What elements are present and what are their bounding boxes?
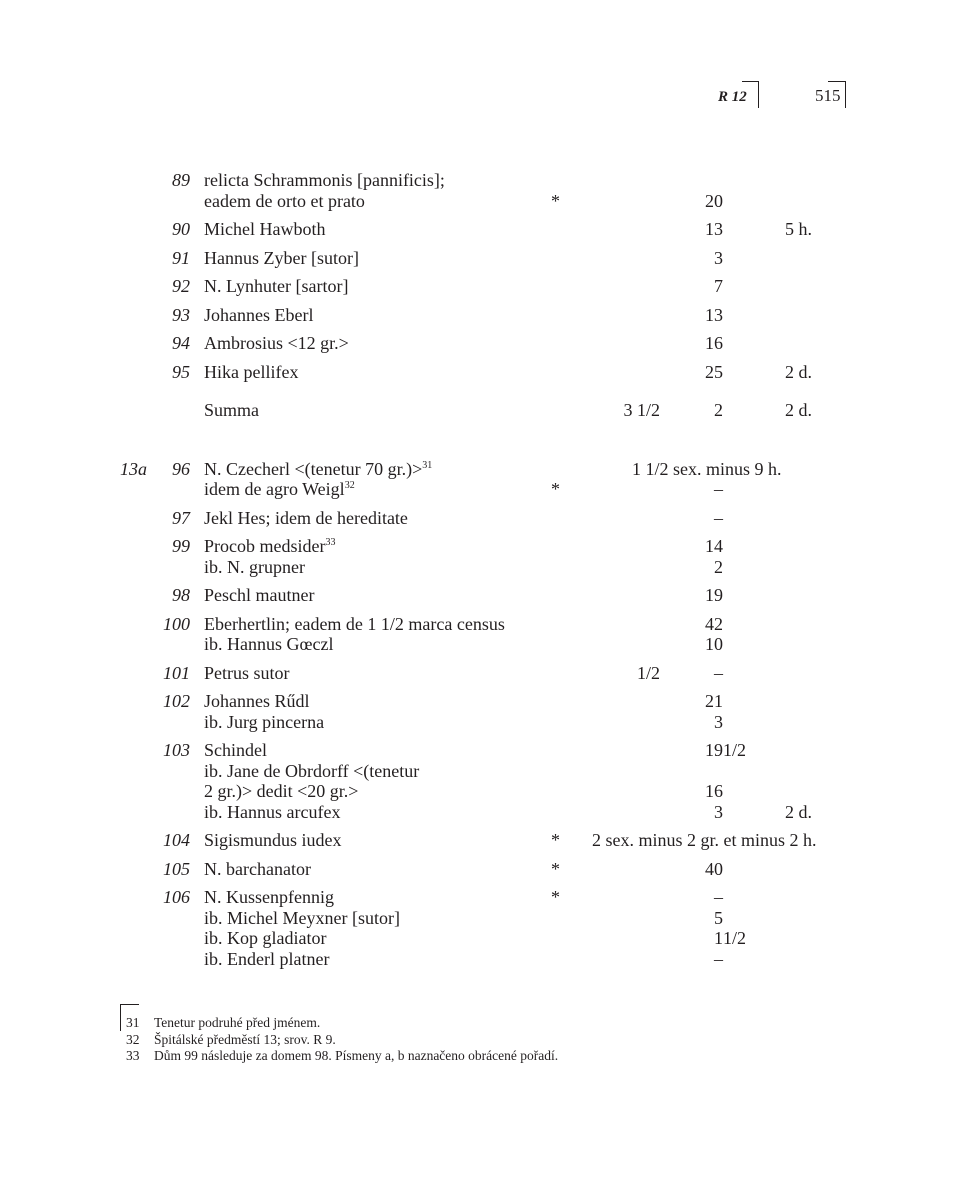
house-number: 96 <box>172 458 190 479</box>
owner-name-text: ib. Michel Meyxner [sutor] <box>204 907 400 928</box>
house-number: 97 <box>172 507 190 528</box>
owner-name-text: Jekl Hes; idem de hereditate <box>204 507 408 528</box>
owner-name-text: Summa <box>204 400 260 420</box>
owner-name <box>204 908 400 929</box>
footnote-number: 32 <box>126 1031 140 1047</box>
entry-line <box>0 508 960 529</box>
asterisk-mark: * <box>551 190 560 211</box>
owner-name <box>204 712 324 733</box>
owner-name-text: N. Kussenpfennig <box>204 887 334 907</box>
amount-grossi: 40 <box>705 858 723 879</box>
section-marker: 13a <box>120 458 147 479</box>
amount-grossi: 7 <box>714 276 723 296</box>
house-number: 106 <box>163 887 190 907</box>
entry-line <box>0 949 960 970</box>
register-entry <box>0 859 960 880</box>
owner-name <box>204 761 419 782</box>
footnote-ref: 31 <box>422 459 433 471</box>
owner-name-text: Hika pellifex <box>204 361 299 382</box>
house-number: 91 <box>172 247 190 268</box>
entry-line <box>0 170 960 191</box>
amount-sexagenae: 1/2 <box>636 662 660 683</box>
amount-grossi: 20 <box>705 190 723 211</box>
register-entry <box>0 459 960 500</box>
owner-name <box>204 219 325 240</box>
entry-line <box>0 191 960 212</box>
house-number: 89 <box>172 170 190 190</box>
amount-grossi: 3 <box>714 247 723 268</box>
entry-line <box>0 691 960 712</box>
asterisk-mark: * <box>551 887 560 907</box>
owner-name-text: N. Czecherl <(tenetur 70 gr.)> <box>204 458 423 479</box>
amount-grossi: 13 <box>705 219 723 239</box>
owner-name-text: idem de agro Weigl <box>204 479 345 499</box>
amount-grossi: – <box>714 507 723 528</box>
amount-grossi: 5 <box>714 907 723 928</box>
amount-text: 2 sex. minus 2 gr. et minus 2 h. <box>592 830 817 850</box>
register-entry <box>0 536 960 577</box>
register-entry <box>0 691 960 732</box>
amount-grossi: 3 <box>714 801 723 822</box>
header-corner-mark <box>828 81 846 108</box>
amount-grossi-fraction: 1/2 <box>723 740 747 760</box>
register-entry <box>0 219 960 240</box>
entry-line <box>0 740 960 761</box>
running-header-section-code: R 12 <box>718 89 747 105</box>
register-entry <box>0 362 960 383</box>
amount-grossi: 42 <box>705 613 723 634</box>
amount-denarii: 2 d. <box>785 361 812 382</box>
owner-name-text: Petrus sutor <box>204 662 290 683</box>
house-number: 101 <box>163 662 190 683</box>
owner-name <box>204 740 267 761</box>
owner-name <box>204 557 305 578</box>
footnote-number: 31 <box>126 1015 140 1030</box>
house-number: 90 <box>172 219 190 239</box>
amount-grossi: 16 <box>705 781 723 801</box>
register-table <box>0 170 960 977</box>
house-number: 103 <box>163 740 190 760</box>
amount-grossi-fraction: 1/2 <box>723 928 747 948</box>
owner-name-text: Johannes Rűdl <box>204 691 310 711</box>
house-number: 100 <box>163 613 190 634</box>
entry-line <box>0 305 960 326</box>
entry-line <box>0 634 960 655</box>
amount-grossi: 3 <box>714 711 723 732</box>
register-entry <box>0 276 960 297</box>
owner-name <box>204 691 310 712</box>
owner-name-text: Schindel <box>204 740 267 760</box>
owner-name-text: Eberhertlin; eadem de 1 1/2 marca census <box>204 613 505 634</box>
footnote-text: Tenetur podruhé před jménem. <box>154 1015 321 1030</box>
owner-name-text: Johannes Eberl <box>204 304 314 325</box>
amount-grossi: – <box>714 479 723 499</box>
owner-name-text: Procob medsider <box>204 536 326 556</box>
owner-name <box>204 585 314 606</box>
owner-name-text: Michel Hawboth <box>204 219 326 239</box>
asterisk-mark: * <box>551 479 560 499</box>
footnote-text: Dům 99 následuje za domem 98. Písmeny a, b naznačeno obrácené pořadí. <box>154 1048 559 1063</box>
house-number: 102 <box>163 691 190 711</box>
amount-grossi: 10 <box>705 634 723 654</box>
register-entry <box>0 170 960 211</box>
entry-line <box>0 663 960 684</box>
owner-name <box>204 333 349 354</box>
house-number: 105 <box>163 858 190 879</box>
register-entry <box>0 830 960 851</box>
owner-name <box>204 459 432 480</box>
owner-name <box>204 802 340 823</box>
entry-line <box>0 219 960 240</box>
owner-name <box>204 479 355 500</box>
amount-denarii: 2 d. <box>785 801 812 822</box>
amount-sexagenae: 3 1/2 <box>623 400 660 420</box>
amount-grossi: 13 <box>705 304 723 325</box>
asterisk-mark: * <box>551 858 560 879</box>
amount-denarii: 5 h. <box>785 219 812 239</box>
footnote-ref: 32 <box>344 480 355 491</box>
amount-denarii: 2 d. <box>785 400 812 420</box>
amount-grossi: 19 <box>705 585 723 605</box>
entry-line <box>0 248 960 269</box>
owner-name <box>204 400 259 421</box>
owner-name <box>204 305 313 326</box>
header-corner-mark <box>742 81 759 108</box>
entry-line <box>0 859 960 880</box>
house-number: 99 <box>172 536 190 556</box>
house-number: 95 <box>172 361 190 382</box>
owner-name-text: ib. Hannus Gœczl <box>204 634 334 654</box>
amount-grossi: 21 <box>705 691 723 711</box>
footnote-text: Špitálské předměstí 13; srov. R 9. <box>154 1031 336 1047</box>
footnote-ref: 33 <box>325 537 336 548</box>
owner-name-text: eadem de orto et prato <box>204 190 365 211</box>
amount-text: 1 1/2 sex. minus 9 h. <box>632 458 782 479</box>
owner-name-text: Sigismundus iudex <box>204 830 342 850</box>
entry-line <box>0 802 960 823</box>
owner-name <box>204 949 329 970</box>
owner-name-text: Peschl mautner <box>204 585 315 605</box>
amount-grossi: 2 <box>714 400 723 420</box>
house-number: 98 <box>172 585 190 605</box>
owner-name-text: 2 gr.)> dedit <20 gr.> <box>204 781 359 801</box>
owner-name <box>204 928 326 949</box>
register-entry <box>0 248 960 269</box>
owner-name-text: ib. Jurg pincerna <box>204 711 325 732</box>
amount-grossi: – <box>714 887 723 907</box>
owner-name <box>204 362 298 383</box>
entry-line <box>0 479 960 500</box>
entry-line <box>0 908 960 929</box>
entry-line <box>0 830 960 851</box>
register-entry <box>0 508 960 529</box>
entry-line <box>0 761 960 782</box>
owner-name-text: N. barchanator <box>204 858 311 879</box>
house-number: 94 <box>172 333 190 353</box>
entry-line <box>0 557 960 578</box>
owner-name <box>204 887 334 908</box>
register-entry <box>0 333 960 354</box>
owner-name <box>204 830 342 851</box>
entry-line <box>0 928 960 949</box>
owner-name <box>204 170 445 191</box>
owner-name <box>204 248 359 269</box>
register-entry <box>0 400 960 421</box>
amount-grossi: – <box>714 662 723 683</box>
owner-name <box>204 663 290 684</box>
owner-name-text: Ambrosius <12 gr.> <box>204 333 349 353</box>
owner-name <box>204 508 408 529</box>
amount-grossi: 2 <box>714 556 723 577</box>
owner-name <box>204 634 333 655</box>
owner-name-text: ib. Enderl platner <box>204 948 330 969</box>
entry-line <box>0 333 960 354</box>
amount-grossi: – <box>714 948 723 969</box>
register-entry <box>0 585 960 606</box>
register-entry <box>0 740 960 822</box>
entry-line <box>0 459 960 480</box>
asterisk-mark: * <box>551 830 560 850</box>
amount-grossi: 25 <box>705 361 723 382</box>
owner-name <box>204 859 311 880</box>
owner-name-text: relicta Schrammonis [pannificis]; <box>204 170 445 190</box>
owner-name-text: ib. N. grupner <box>204 556 305 577</box>
amount-grossi: 1 <box>714 928 723 948</box>
owner-name <box>204 276 348 297</box>
entry-line <box>0 585 960 606</box>
owner-name-text: ib. Jane de Obrdorff <(tenetur <box>204 760 420 781</box>
owner-name-text: N. Lynhuter [sartor] <box>204 276 349 296</box>
house-number: 93 <box>172 304 190 325</box>
entry-line <box>0 712 960 733</box>
amount-grossi: 19 <box>705 740 723 760</box>
amount-grossi: 16 <box>705 333 723 353</box>
owner-name <box>204 191 365 212</box>
footnote-number: 33 <box>126 1048 140 1063</box>
house-number: 104 <box>163 830 190 850</box>
owner-name-text: ib. Hannus arcufex <box>204 801 341 822</box>
register-entry <box>0 614 960 655</box>
amount-grossi: 14 <box>705 536 723 556</box>
owner-name-text: ib. Kop gladiator <box>204 928 327 948</box>
owner-name-text: Hannus Zyber [sutor] <box>204 247 359 268</box>
register-entry <box>0 663 960 684</box>
entry-line <box>0 400 960 421</box>
entry-line <box>0 887 960 908</box>
entry-line <box>0 614 960 635</box>
house-number: 92 <box>172 276 190 296</box>
page-number: 515 <box>815 86 841 105</box>
owner-name <box>204 781 358 802</box>
entry-line <box>0 362 960 383</box>
entry-line <box>0 276 960 297</box>
register-entry <box>0 305 960 326</box>
owner-name <box>204 536 335 557</box>
register-entry <box>0 887 960 969</box>
entry-line <box>0 781 960 802</box>
owner-name <box>204 614 505 635</box>
entry-line <box>0 536 960 557</box>
